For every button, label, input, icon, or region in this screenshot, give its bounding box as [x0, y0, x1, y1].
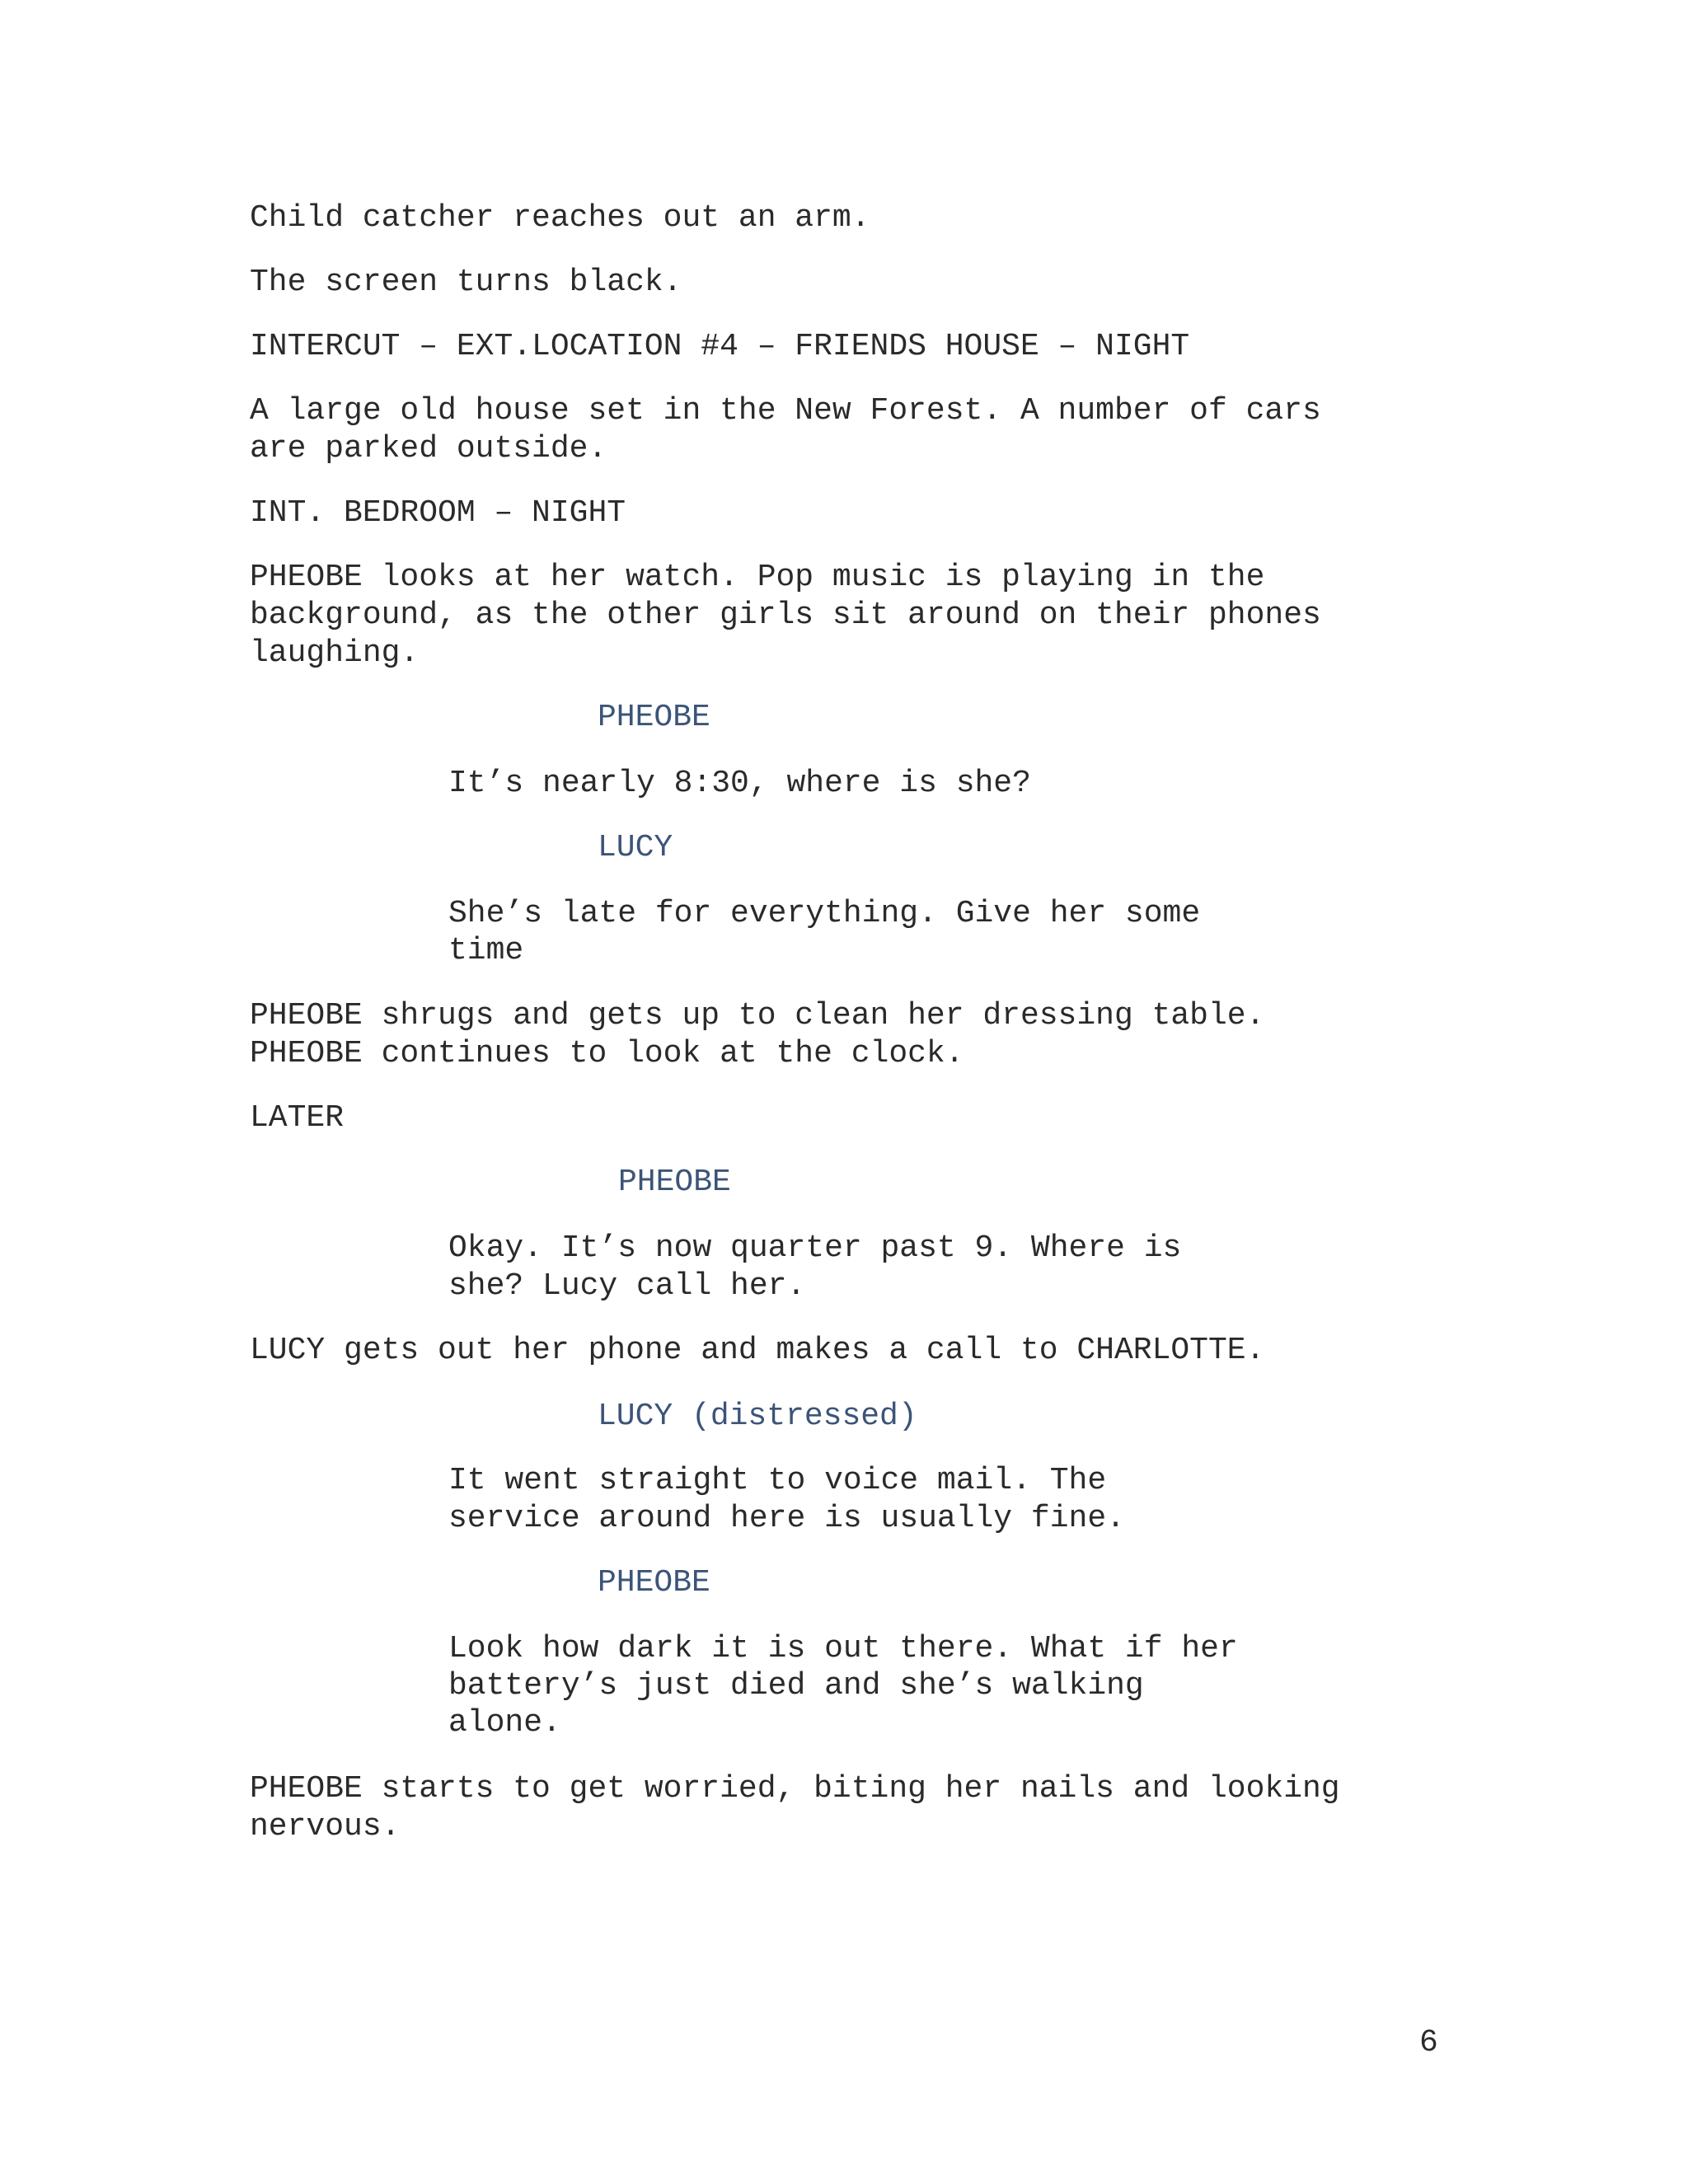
action-line: laughing.: [250, 635, 420, 671]
action-line: A large old house set in the New Forest. A number of cars: [250, 393, 1321, 429]
action-line: PHEOBE starts to get worried, biting her nails and looking: [250, 1771, 1340, 1807]
action-line: nervous.: [250, 1809, 401, 1844]
dialogue-line: she? Lucy call her.: [448, 1268, 806, 1304]
dialogue-line: alone.: [448, 1705, 561, 1741]
character-name: LUCY (distressed): [598, 1399, 917, 1434]
action-line: PHEOBE shrugs and gets up to clean her dressing table.: [250, 998, 1265, 1033]
scene-heading: INT. BEDROOM – NIGHT: [250, 495, 626, 531]
dialogue-line: It’s nearly 8:30, where is she?: [448, 766, 1031, 801]
character-name: LUCY: [598, 830, 673, 865]
action-line: The screen turns black.: [250, 265, 682, 300]
action-line: PHEOBE continues to look at the clock.: [250, 1036, 964, 1071]
dialogue-line: battery’s just died and she’s walking: [448, 1668, 1144, 1704]
action-line: background, as the other girls sit around on their phones: [250, 598, 1321, 633]
scene-heading: INTERCUT – EXT.LOCATION #4 – FRIENDS HOUSE – NIGHT: [250, 329, 1190, 364]
dialogue-line: She’s late for everything. Give her some: [448, 896, 1201, 931]
dialogue-line: service around here is usually fine.: [448, 1501, 1125, 1536]
dialogue-line: Look how dark it is out there. What if her: [448, 1631, 1238, 1666]
action-line: Child catcher reaches out an arm.: [250, 200, 870, 236]
dialogue-line: It went straight to voice mail. The: [448, 1463, 1107, 1498]
character-name: PHEOBE: [598, 700, 710, 735]
page-number: 6: [1419, 2025, 1438, 2060]
character-name: PHEOBE: [598, 1565, 710, 1601]
action-line: PHEOBE looks at her watch. Pop music is playing in the: [250, 560, 1265, 595]
transition-later: LATER: [250, 1100, 345, 1136]
action-line: LUCY gets out her phone and makes a call to CHARLOTTE.: [250, 1333, 1265, 1368]
dialogue-line: time: [448, 933, 524, 968]
dialogue-line: Okay. It’s now quarter past 9. Where is: [448, 1230, 1182, 1266]
character-name: PHEOBE: [618, 1165, 731, 1200]
action-line: are parked outside.: [250, 431, 607, 466]
